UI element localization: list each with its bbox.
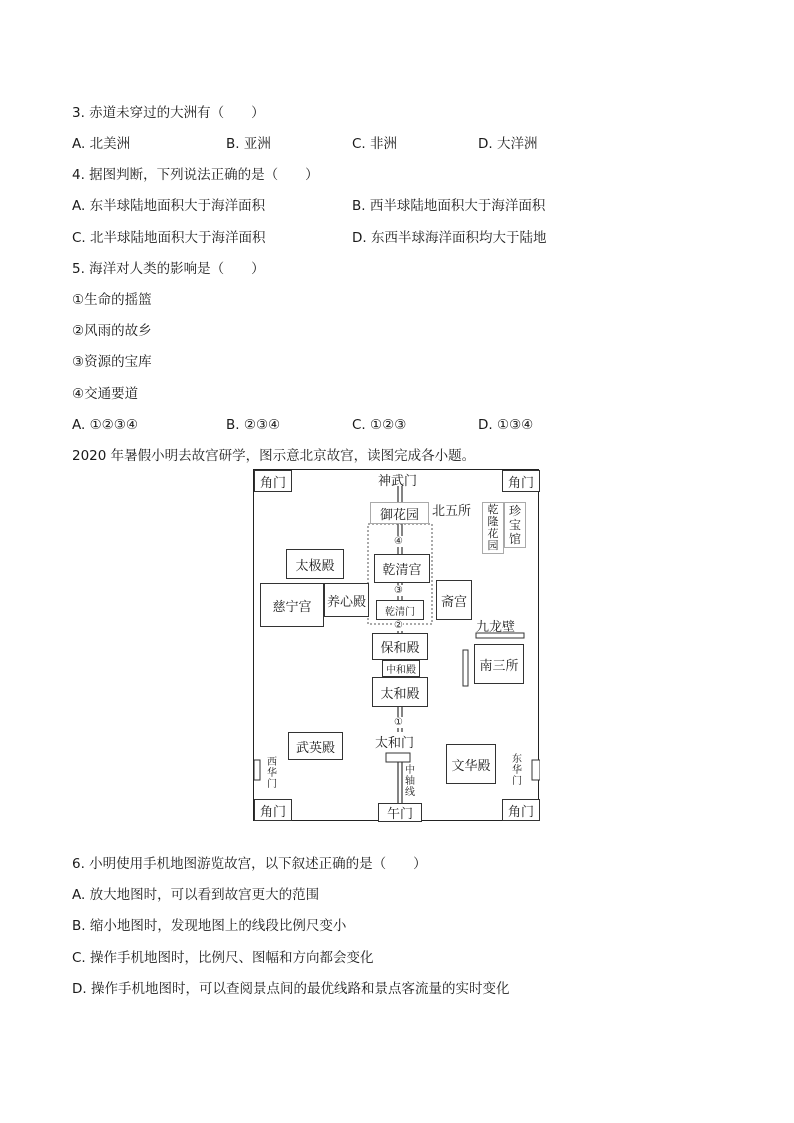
corner-gate-nw: 角门 [254, 470, 292, 492]
donghuamen-label: 东华门 [512, 754, 522, 787]
q3-stem: 3. 赤道未穿过的大洲有（ ） [72, 105, 265, 121]
zhenbaoguan: 珍宝馆 [504, 502, 526, 548]
q5-item-1: ①生命的摇篮 [72, 292, 152, 308]
corner-gate-ne: 角门 [502, 470, 540, 492]
marker-4: ④ [394, 536, 403, 547]
taijidian: 太极殿 [286, 549, 344, 579]
marker-3: ③ [394, 585, 403, 596]
zhaigong: 斋宫 [436, 580, 472, 620]
q5-item-4: ④交通要道 [72, 386, 139, 402]
q3-option-a: A. 北美洲 [72, 136, 131, 152]
q5-option-c: C. ①②③ [352, 417, 407, 433]
qianlong-garden: 乾隆花园 [482, 502, 504, 554]
q4-option-c: C. 北半球陆地面积大于海洋面积 [72, 230, 266, 246]
q6-option-d: D. 操作手机地图时，可以查阅景点间的最优线路和景点客流量的实时变化 [72, 981, 510, 997]
taihedian: 太和殿 [372, 677, 428, 707]
marker-2: ② [394, 620, 403, 631]
yuhuayuan: 御花园 [370, 502, 429, 524]
q5-item-2: ②风雨的故乡 [72, 323, 152, 339]
q3-option-b: B. 亚洲 [226, 136, 271, 152]
q5-stem: 5. 海洋对人类的影响是（ ） [72, 261, 265, 277]
marker-1: ① [394, 717, 403, 728]
shenwumen-label: 神武门 [378, 474, 418, 489]
map-intro: 2020 年暑假小明去故宫研学，图示意北京故宫，读图完成各小题。 [72, 448, 476, 464]
yangxindian: 养心殿 [324, 583, 369, 617]
q4-stem: 4. 据图判断，下列说法正确的是（ ） [72, 167, 319, 183]
zhonghedian: 中和殿 [382, 660, 420, 677]
wenhuadian: 文华殿 [446, 744, 496, 784]
q6-option-b: B. 缩小地图时，发现地图上的线段比例尺变小 [72, 918, 347, 934]
corner-gate-sw: 角门 [254, 799, 292, 821]
q6-stem: 6. 小明使用手机地图游览故宫，以下叙述正确的是（ ） [72, 856, 427, 872]
q3-option-d: D. 大洋洲 [478, 136, 538, 152]
q4-option-d: D. 东西半球海洋面积均大于陆地 [352, 230, 547, 246]
baohedian: 保和殿 [372, 633, 428, 660]
qianqinggong: 乾清宫 [374, 554, 430, 583]
central-axis-label: 中轴线 [405, 765, 415, 798]
q4-option-b: B. 西半球陆地面积大于海洋面积 [352, 198, 546, 214]
cininggong: 慈宁宫 [260, 583, 324, 627]
forbidden-city-map [253, 469, 539, 821]
wuyingdian: 武英殿 [288, 732, 343, 760]
q5-option-a: A. ①②③④ [72, 417, 138, 433]
taihemen-label: 太和门 [375, 736, 415, 751]
q6-option-c: C. 操作手机地图时，比例尺、图幅和方向都会变化 [72, 950, 374, 966]
q3-option-c: C. 非洲 [352, 136, 398, 152]
q6-option-a: A. 放大地图时，可以看到故宫更大的范围 [72, 887, 320, 903]
beiwusuo-label: 北五所 [432, 504, 472, 519]
q5-option-d: D. ①③④ [478, 417, 534, 433]
jiulongbi-label: 九龙壁 [476, 620, 516, 635]
corner-gate-se: 角门 [502, 799, 540, 821]
q5-option-b: B. ②③④ [226, 417, 281, 433]
wumen: 午门 [378, 803, 422, 822]
nansansuo: 南三所 [474, 644, 524, 684]
q5-item-3: ③资源的宝库 [72, 354, 152, 370]
xihuamen-label: 西华门 [267, 757, 277, 790]
q4-option-a: A. 东半球陆地面积大于海洋面积 [72, 198, 266, 214]
qianqingmen: 乾清门 [376, 600, 424, 620]
